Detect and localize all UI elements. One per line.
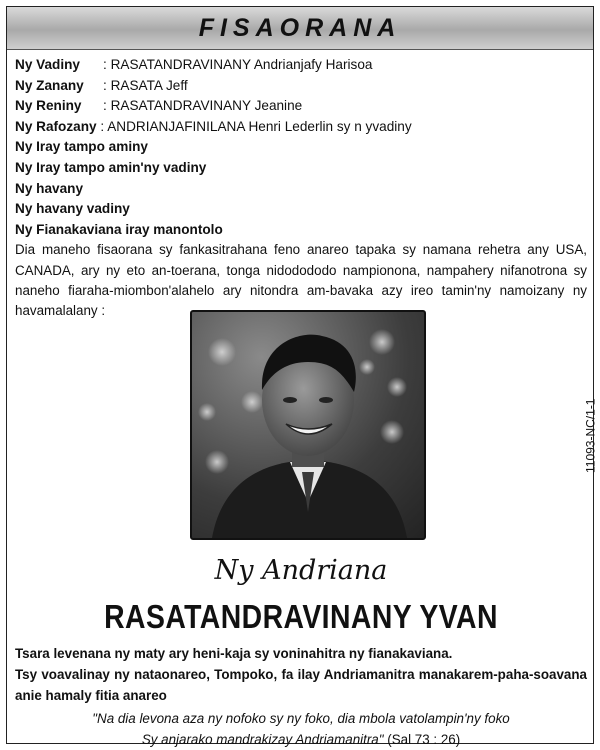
family-row-mother [15, 96, 587, 117]
header-banner [7, 7, 593, 50]
separator: : [103, 98, 107, 114]
separator: : [100, 118, 105, 134]
message-line: Tsara levenana ny maty ary heni-kaja sy voninahitra ny fianakaviana. [15, 646, 453, 661]
separator: : [103, 57, 107, 72]
honorific-title: Ny Andriana [214, 555, 388, 586]
message-line: Tsy voavalinay ny nataonareo, Tompoko, fa ilay Andriamanitra manakarem-paha-soavana anie hamaly fitia anareo [15, 666, 587, 703]
deceased-name: RASATANDRAVINANY YVAN [104, 598, 498, 635]
family-group: Ny Iray tampo amin'ny vadiny [15, 159, 207, 175]
separator: : [103, 77, 107, 93]
family-group: Ny havany vadiny [15, 201, 130, 217]
bible-verse [15, 709, 587, 750]
portrait-illustration [192, 312, 424, 538]
family-row-children [15, 76, 587, 97]
obituary-frame [6, 6, 597, 747]
closing-message [15, 644, 587, 706]
family-role: Ny Rafozany [15, 118, 97, 134]
portrait-photo [190, 310, 426, 540]
intro-paragraph: Dia maneho fisaorana sy fankasitrahana feno anareo tapaka sy namana rehetra any USA, CANADA, ary ny eto an-toerana, tonga nidodododo nampionona, nampahery nifanotrona sy naneho fiaraha-miombon'alahelo ary nitondra am-bavaka azy ireo tamin'ny namoizany ny havamalalany : [15, 242, 587, 318]
verse-reference: (Sal 73 : 26) [387, 731, 461, 747]
family-row-spouse [15, 55, 587, 76]
family-role: Ny Vadiny [15, 57, 80, 72]
verse-line: "Na dia levona aza ny nofoko sy ny foko, dia mbola vatolampin'ny foko [92, 711, 510, 726]
family-role: Ny Zanany [15, 77, 84, 93]
family-names: RASATANDRAVINANY Andrianjafy Harisoa [110, 57, 373, 72]
family-group: Ny havany [15, 180, 84, 196]
reference-code: 11093-NC/1-1 [583, 398, 597, 473]
family-names: ANDRIANJAFINILANA Henri Lederlin sy n yvadiny [107, 118, 412, 134]
family-group: Ny Iray tampo aminy [15, 139, 148, 155]
header-title: FISAORANA [198, 14, 402, 42]
family-names: RASATANDRAVINANY Jeanine [110, 98, 303, 114]
family-role: Ny Reniny [15, 98, 82, 114]
content [15, 55, 597, 747]
family-group: Ny Fianakaviana iray manontolo [15, 221, 223, 237]
family-names: RASATA Jeff [110, 77, 188, 93]
verse-line: Sy anjarako mandrakizay Andriamanitra" [141, 731, 384, 747]
family-row-in-laws [15, 117, 587, 138]
